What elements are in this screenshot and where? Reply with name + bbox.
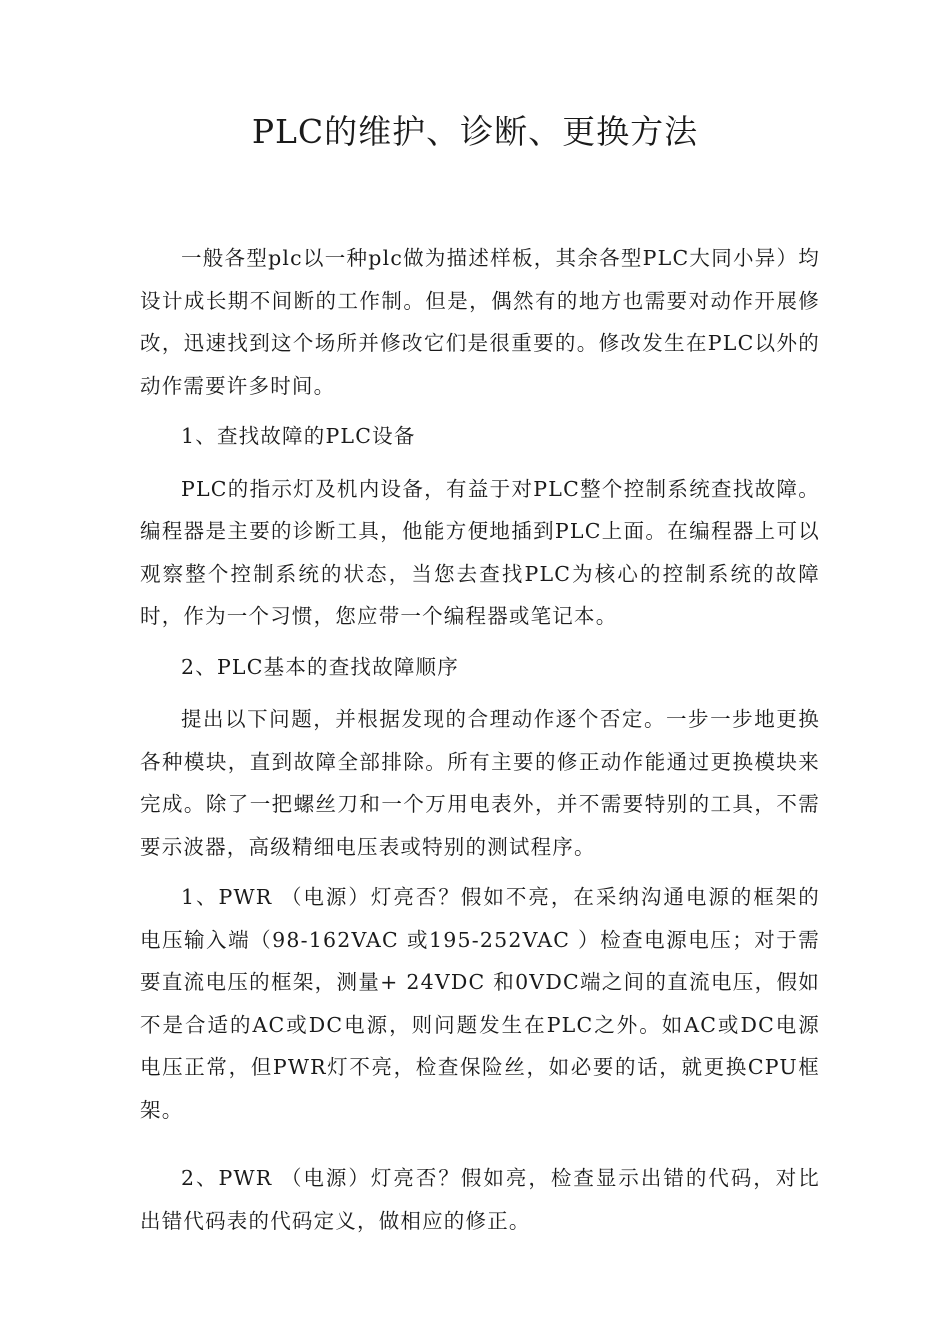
step-2-paragraph: 2、PWR （电源）灯亮否？假如亮，检查显示出错的代码，对比出错代码表的代码定义，做相应的修正。 — [140, 1166, 820, 1233]
document-body — [140, 237, 820, 1242]
intro-paragraph: 一般各型plc以一种plc做为描述样板，其余各型PLC大同小异）均设计成长期不间断的工作制。但是，偶然有的地方也需要对动作开展修改，迅速找到这个场所并修改它们是很重要的。修改发生在PLC以外的动作需要许多时间。 — [140, 246, 820, 398]
section-2-heading: 2、PLC基本的查找故障顺序 — [181, 654, 459, 679]
section-1-heading: 1、查找故障的PLC设备 — [181, 424, 416, 448]
step-1-paragraph: 1、PWR （电源）灯亮否？假如不亮，在采纳沟通电源的框架的电压输入端（98-162VAC 或195-252VAC ）检查电源电压；对于需要直流电压的框架，测量+ 24VDC 和0VDC端之间的直流电压，假如不是合适的AC或DC电源，则问题发生在PLC之外。如AC或DC电源电压正常，但PWR灯不亮，检查保险丝，如必要的话，就更换CPU框架。 — [140, 885, 820, 1122]
section-1-paragraph: PLC的指示灯及机内设备，有益于对PLC整个控制系统查找故障。编程器是主要的诊断工具，他能方便地插到PLC上面。在编程器上可以观察整个控制系统的状态，当您去查找PLC为核心的控制系统的故障时，作为一个习惯，您应带一个编程器或笔记本。 — [140, 476, 820, 628]
page-title: PLC的维护、诊断、更换方法 — [251, 112, 699, 151]
section-2-paragraph: 提出以下问题，并根据发现的合理动作逐个否定。一步一步地更换各种模块，直到故障全部排除。所有主要的修正动作能通过更换模块来完成。除了一把螺丝刀和一个万用电表外，并不需要特别的工具，不需要示波器，高级精细电压表或特别的测试程序。 — [140, 707, 820, 859]
